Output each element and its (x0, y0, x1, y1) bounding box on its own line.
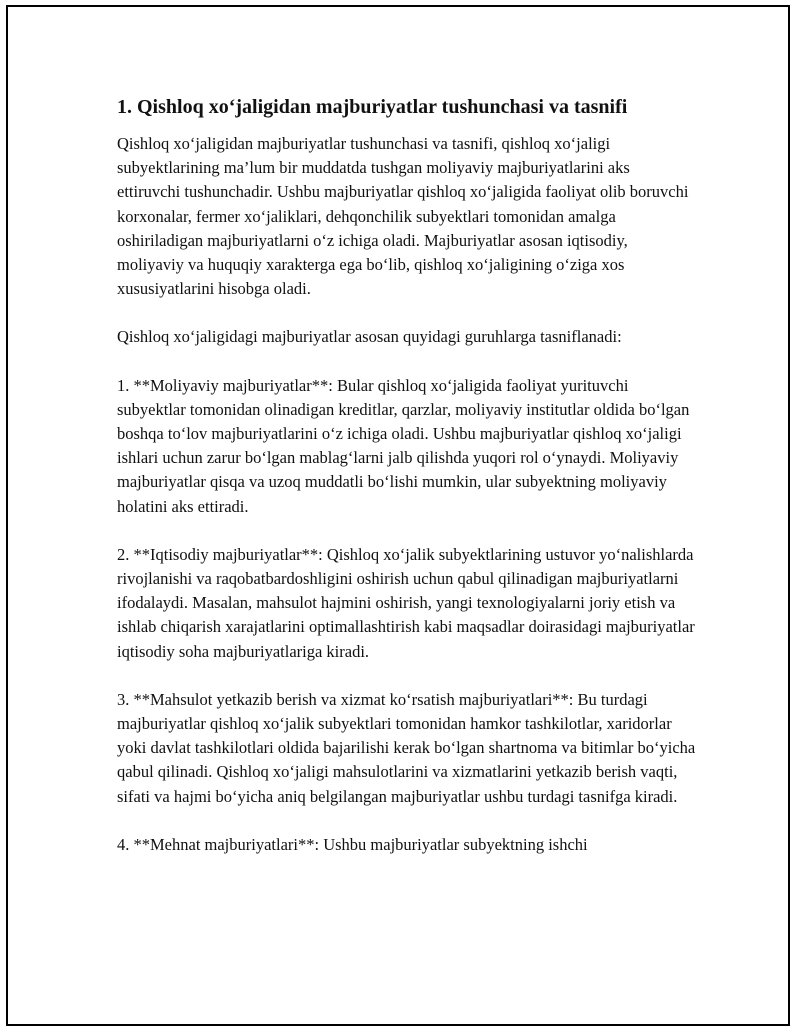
paragraph-economic-obligations: 2. **Iqtisodiy majburiyatlar**: Qishloq xo‘jalik subyektlarining ustuvor yo‘nalishlarda rivojlanishi va raqobatbardoshligini oshirish uchun qabul qilinadigan majburiyatlarni ifodalaydi. Masalan, mahsulot hajmini oshirish, yangi texnologiyalarni joriy etish va ishlab chiqarish xarajatlarini optimallashtirish kabi maqsadlar doirasidagi majburiyatlar iqtisodiy soha majburiyatlariga kiradi. (117, 544, 695, 661)
paragraph-classification-lead: Qishloq xo‘jaligidagi majburiyatlar asosan quyidagi guruhlarga tasniflanadi: (117, 327, 622, 347)
document-body (117, 94, 697, 881)
paragraph-labor-obligations: 4. **Mehnat majburiyatlari**: Ushbu majburiyatlar subyektning ishchi (117, 834, 588, 854)
document-title: 1. Qishloq xo‘jaligidan majburiyatlar tushunchasi va tasnifi (117, 96, 628, 118)
paragraph-intro: Qishloq xo‘jaligidan majburiyatlar tushunchasi va tasnifi, qishloq xo‘jaligi subyektlarining ma’lum bir muddatda tushgan moliyaviy majburiyatlarini aks ettiruvchi tushunchadir. Ushbu majburiyatlar qishloq xo‘jaligida faoliyat olib boruvchi korxonalar, fermer xo‘jaliklari, dehqonchilik subyektlari tomonidan amalga oshiriladigan majburiyatlarni o‘z ichiga oladi. Majburiyatlar asosan iqtisodiy, moliyaviy va huquqiy xarakterga ega bo‘lib, qishloq xo‘jaligining o‘ziga xos xususiyatlarini hisobga oladi. (117, 134, 689, 299)
paragraph-supply-obligations: 3. **Mahsulot yetkazib berish va xizmat ko‘rsatish majburiyatlari**: Bu turdagi majburiyatlar qishloq xo‘jalik subyektlari tomonidan hamkor tashkilotlar, xaridorlar yoki davlat tashkilotlari oldida bajarilishi kerak bo‘lgan shartnoma va bitimlar bo‘yicha qabul qilinadi. Qishloq xo‘jaligi mahsulotlarini va xizmatlarini yetkazib berish vaqti, sifati va hajmi bo‘yicha aniq belgilangan majburiyatlar ushbu turdagi tasnifga kiradi. (117, 689, 696, 806)
paragraph-financial-obligations: 1. **Moliyaviy majburiyatlar**: Bular qishloq xo‘jaligida faoliyat yurituvchi subyektlar tomonidan olinadigan kreditlar, qarzlar, moliyaviy institutlar oldida bo‘lgan boshqa to‘lov majburiyatlarini o‘z ichiga oladi. Ushbu majburiyatlar qishloq xo‘jaligi ishlari uchun zarur bo‘lgan mablag‘larni jalb qilishda yuqori rol o‘ynaydi. Moliyaviy majburiyatlar qisqa va uzoq muddatli bo‘lishi mumkin, ular subyektning moliyaviy holatini aks ettiradi. (117, 375, 690, 516)
